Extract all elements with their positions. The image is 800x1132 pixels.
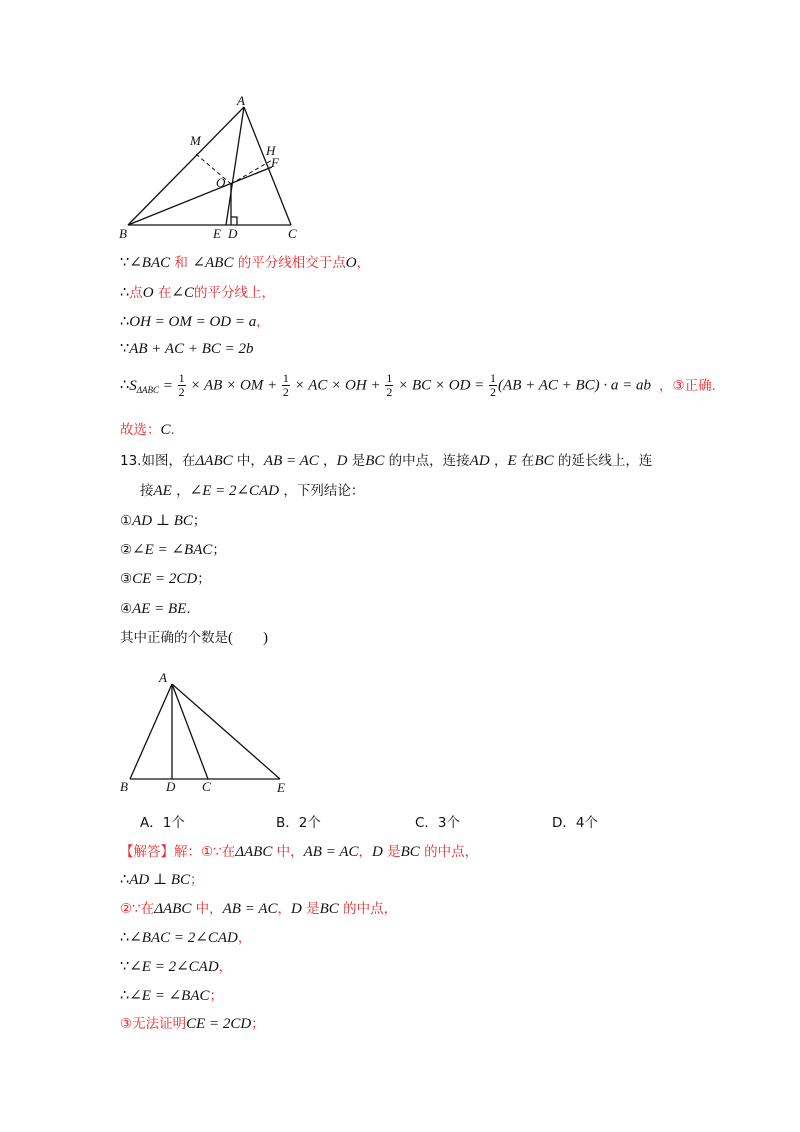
label-c: C [288,226,297,241]
option-b[interactable]: B．2个 [276,815,321,831]
perpendicular-om [196,154,231,184]
statement-4: ④AE = BE. [120,601,191,617]
statement-1: ①AD ⊥ BC； [120,513,207,529]
solution-line-3: ②∵在ΔABC 中，AB = AC，D 是BC 的中点， [120,901,398,917]
label-c: C [202,779,211,794]
label-o: O [216,175,226,190]
label-a: A [237,93,245,108]
label-d: D [228,226,238,241]
option-c[interactable]: C．3个 [415,815,461,831]
solution-line-7: ③无法证明CE = 2CD； [120,1016,265,1032]
side-ae [172,684,280,779]
question-13-line-1: 13.如图，在ΔABC 中，AB = AC ，D 是BC 的中点，连接AD ，E 在BC 的延长线上，连 [120,453,653,469]
option-d[interactable]: D．4个 [552,815,598,831]
statement-3: ③CE = 2CD； [120,571,211,587]
segment-ac [172,684,208,779]
proof-line-1: ∵∠BAC 和 ∠ABC 的平分线相交于点O， [120,255,371,271]
proof-line-5-area-formula: $\therefore S_{\Delta ABC}$ = $\frac{1}{2}$ × AB × OM + $\frac{1}{2}$ × AC × OH + $\frac{1}{2}$ × BC × OD = $\frac{1}{2}$ (AB + AC + BC) · a = ab ，③正确. [120,371,716,399]
fraction-one-half: $\frac{1}{2}$ [178,371,185,399]
figure-1-triangle-abc [112,92,322,244]
label-b: B [119,226,127,241]
solution-line-2: ∴AD ⊥ BC； [120,872,204,888]
label-m: M [190,133,201,148]
label-e: E [213,226,221,241]
proof-line-2: ∴点O 在∠C的平分线上， [120,285,275,301]
solution-line-4: ∴∠BAC = 2∠CAD， [120,930,252,946]
segment-bf [128,167,272,225]
proof-line-3: ∴OH = OM = OD = a， [120,314,270,330]
figure-2-triangle-abe [116,667,296,799]
segment-ae [226,107,244,225]
option-a[interactable]: A．1个 [140,815,185,831]
solution-line-6: ∴∠E = ∠BAC； [120,988,223,1004]
solution-line-1: 【解答】解：①∵在ΔABC 中，AB = AC，D 是BC 的中点， [120,844,479,860]
side-ab [128,107,244,225]
label-h: H [266,143,276,158]
question-13-line-2: 接AE ，∠E = 2∠CAD ，下列结论： [140,483,365,499]
fraction-one-half: $\frac{1}{2}$ [282,371,289,399]
fraction-one-half: $\frac{1}{2}$ [386,371,393,399]
statement-2: ②∠E = ∠BAC； [120,542,226,558]
question-13-ask: 其中正确的个数是( ) [120,630,268,646]
label-f: F [271,155,279,170]
choose-answer-line: 故选：C. [120,422,175,438]
side-ac [244,107,291,225]
fraction-one-half: $\frac{1}{2}$ [490,371,497,399]
label-d: D [166,779,176,794]
label-a: A [159,670,167,685]
label-e: E [277,780,285,795]
right-angle-mark [231,217,237,225]
proof-line-4: ∵AB + AC + BC = 2b [120,341,254,357]
label-b: B [120,779,128,794]
side-ab [130,684,172,779]
solution-line-5: ∵∠E = 2∠CAD， [120,959,233,975]
